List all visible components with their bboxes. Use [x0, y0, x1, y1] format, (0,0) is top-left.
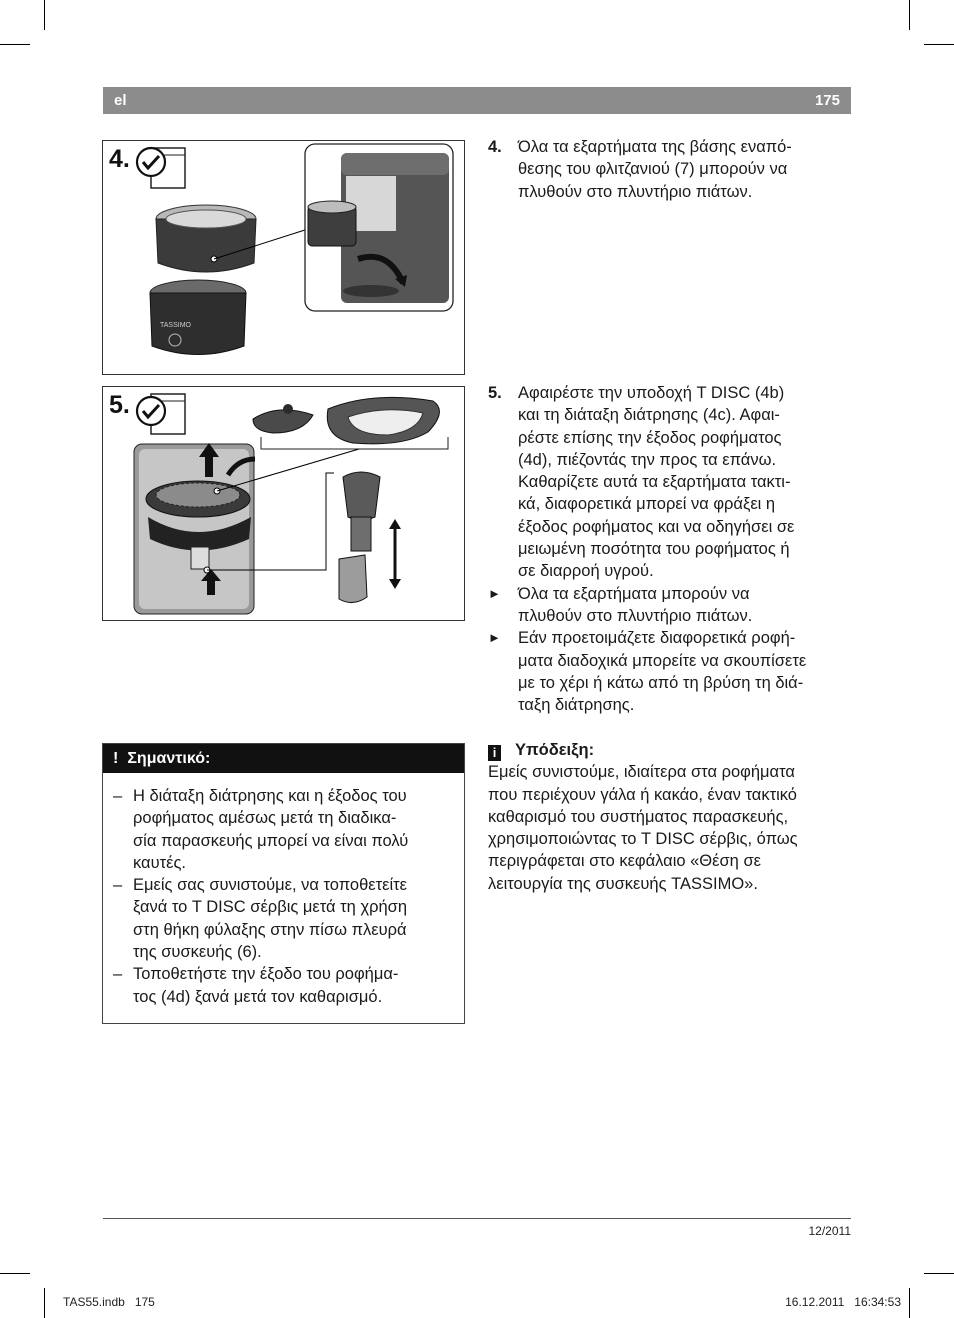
bullet-arrow-icon: ►	[488, 630, 501, 646]
step-5-line: κά, διαφορετικά μπορεί να φράξει η	[518, 495, 776, 514]
important-item	[113, 963, 454, 1008]
step-4-line: πλυθούν στο πλυντήριο πιάτων.	[518, 182, 753, 201]
bullet-1-line: Όλα τα εξαρτήματα μπορούν να	[518, 584, 750, 603]
crop-mark	[909, 0, 910, 30]
important-item-line: τος (4d) ξανά μετά τον καθαρισμό.	[133, 987, 383, 1006]
hint-title: Υπόδειξη:	[515, 741, 595, 759]
important-item	[113, 874, 454, 963]
hint-line: Εμείς συνιστούμε, ιδιαίτερα στα ροφήματα	[488, 763, 795, 782]
step-5-line: Καθαρίζετε αυτά τα εξαρτήματα τακτι-	[518, 473, 791, 492]
tdisc-holder-parts	[253, 397, 448, 449]
important-item-line: Εμείς σας συνιστούμε, να τοποθετείτε	[133, 876, 408, 895]
step-4	[488, 136, 858, 203]
important-item-line: σία παρασκευής μπορεί να είναι πολύ	[133, 831, 409, 850]
figure-step-5-label: 5.	[109, 391, 130, 419]
hint-line: που περιέχουν γάλα ή κακάο, έναν τακτικό	[488, 785, 797, 804]
brewing-unit	[134, 443, 255, 614]
language-code: el	[114, 92, 127, 109]
step-4-line: θεσης του φλιτζανιού (7) μπορούν να	[518, 160, 788, 179]
important-item	[113, 785, 454, 874]
footer-rule	[103, 1218, 851, 1219]
figure-step-4-illustration	[103, 141, 464, 374]
step-5-line: ρέστε επίσης την έξοδος ροφήματος	[518, 428, 782, 447]
bullet-2-line: ταξη διάτρησης.	[518, 696, 635, 715]
figure-step-4-label: 4.	[109, 145, 130, 173]
important-box	[102, 743, 465, 1024]
step-5-line: και τη διάταξη διάτρησης (4c). Αφαι-	[518, 406, 780, 425]
dishwasher-check-icon	[137, 394, 185, 434]
info-icon: i	[488, 745, 501, 761]
figure-step-5-illustration	[103, 387, 464, 620]
brand-logo-text: TASSIMO	[160, 322, 191, 329]
important-item-line: καυτές.	[133, 853, 187, 872]
bullet-2-line: με το χέρι ή κάτω από τη βρύση τη διά-	[518, 673, 804, 692]
important-item-line: Η διάταξη διάτρησης και η έξοδος του	[133, 787, 407, 805]
page-number: 175	[814, 92, 840, 109]
dash-marker: –	[113, 876, 123, 895]
step-4-line: Όλα τα εξαρτήματα της βάσης εναπό-	[518, 138, 792, 156]
hint-line: χρησιμοποιώντας το T DISC σέρβις, όπως	[488, 830, 798, 849]
figure-step-5	[102, 386, 465, 621]
step-5	[488, 382, 858, 716]
step-5-line: (4d), πιέζοντάς την προς τα επάνω.	[518, 450, 777, 469]
print-timestamp: 16.12.2011 16:34:53	[785, 1295, 901, 1309]
dash-marker: –	[113, 787, 123, 805]
important-item-line: Τοποθετήστε την έξοδο του ροφήμα-	[133, 965, 399, 984]
dishwasher-check-icon	[137, 148, 185, 188]
bullet-1-line: πλυθούν στο πλυντήριο πιάτων.	[518, 606, 753, 625]
bullet-1	[488, 583, 858, 628]
important-item-line: της συσκευής (6).	[133, 943, 262, 962]
important-item-line: στη θήκη φύλαξης στην πίσω πλευρά	[133, 920, 407, 939]
important-item-line: ξανά το T DISC σέρβις μετά τη χρήση	[133, 898, 408, 917]
step-5-line: σε διαρροή υγρού.	[518, 562, 654, 581]
bullet-2-line: Εάν προετοιμάζετε διαφορετικά ροφή-	[518, 629, 796, 648]
hint-line: καθαρισμό του συστήματος παρασκευής,	[488, 807, 789, 826]
important-header	[103, 744, 464, 773]
hint-line: περιγράφεται στο κεφάλαιο «Θέση σε	[488, 852, 761, 871]
cup-base	[150, 280, 246, 355]
page-header	[103, 87, 851, 114]
crop-mark	[0, 44, 30, 45]
crop-mark	[44, 0, 45, 30]
crop-mark	[44, 1288, 45, 1318]
important-list	[103, 773, 464, 1008]
step-5-line: μειωμένη ποσότητα του ροφήματος ή	[518, 540, 790, 559]
machine-inset	[305, 144, 453, 311]
dash-marker: –	[113, 965, 123, 984]
bullet-2-line: ματα διαδοχικά μπορείτε να σκουπίσετε	[518, 651, 807, 670]
beverage-outlet-parts	[339, 472, 401, 603]
crop-mark	[924, 1273, 954, 1274]
hint-line: λειτουργία της συσκευής TASSIMO».	[488, 874, 758, 893]
crop-mark	[924, 44, 954, 45]
step-4-number: 4.	[488, 138, 502, 156]
step-5-line: έξοδος ροφήματος και να οδηγήσει σε	[518, 517, 795, 536]
step-5-line: Αφαιρέστε την υποδοχή T DISC (4b)	[518, 384, 785, 402]
hint-block	[488, 739, 858, 895]
bullet-arrow-icon: ►	[488, 585, 501, 601]
footer-date: 12/2011	[808, 1224, 851, 1238]
figure-step-4	[102, 140, 465, 375]
print-file-name: TAS55.indb 175	[63, 1295, 155, 1309]
bullet-2	[488, 627, 858, 716]
crop-mark	[909, 1288, 910, 1318]
important-item-line: ροφήματος αμέσως μετά τη διαδικα-	[133, 809, 397, 828]
step-5-number: 5.	[488, 384, 502, 402]
drip-tray-insert	[156, 205, 256, 272]
warning-exclamation-icon: !	[113, 750, 119, 767]
crop-mark	[0, 1273, 30, 1274]
important-title: Σημαντικό:	[127, 750, 211, 767]
